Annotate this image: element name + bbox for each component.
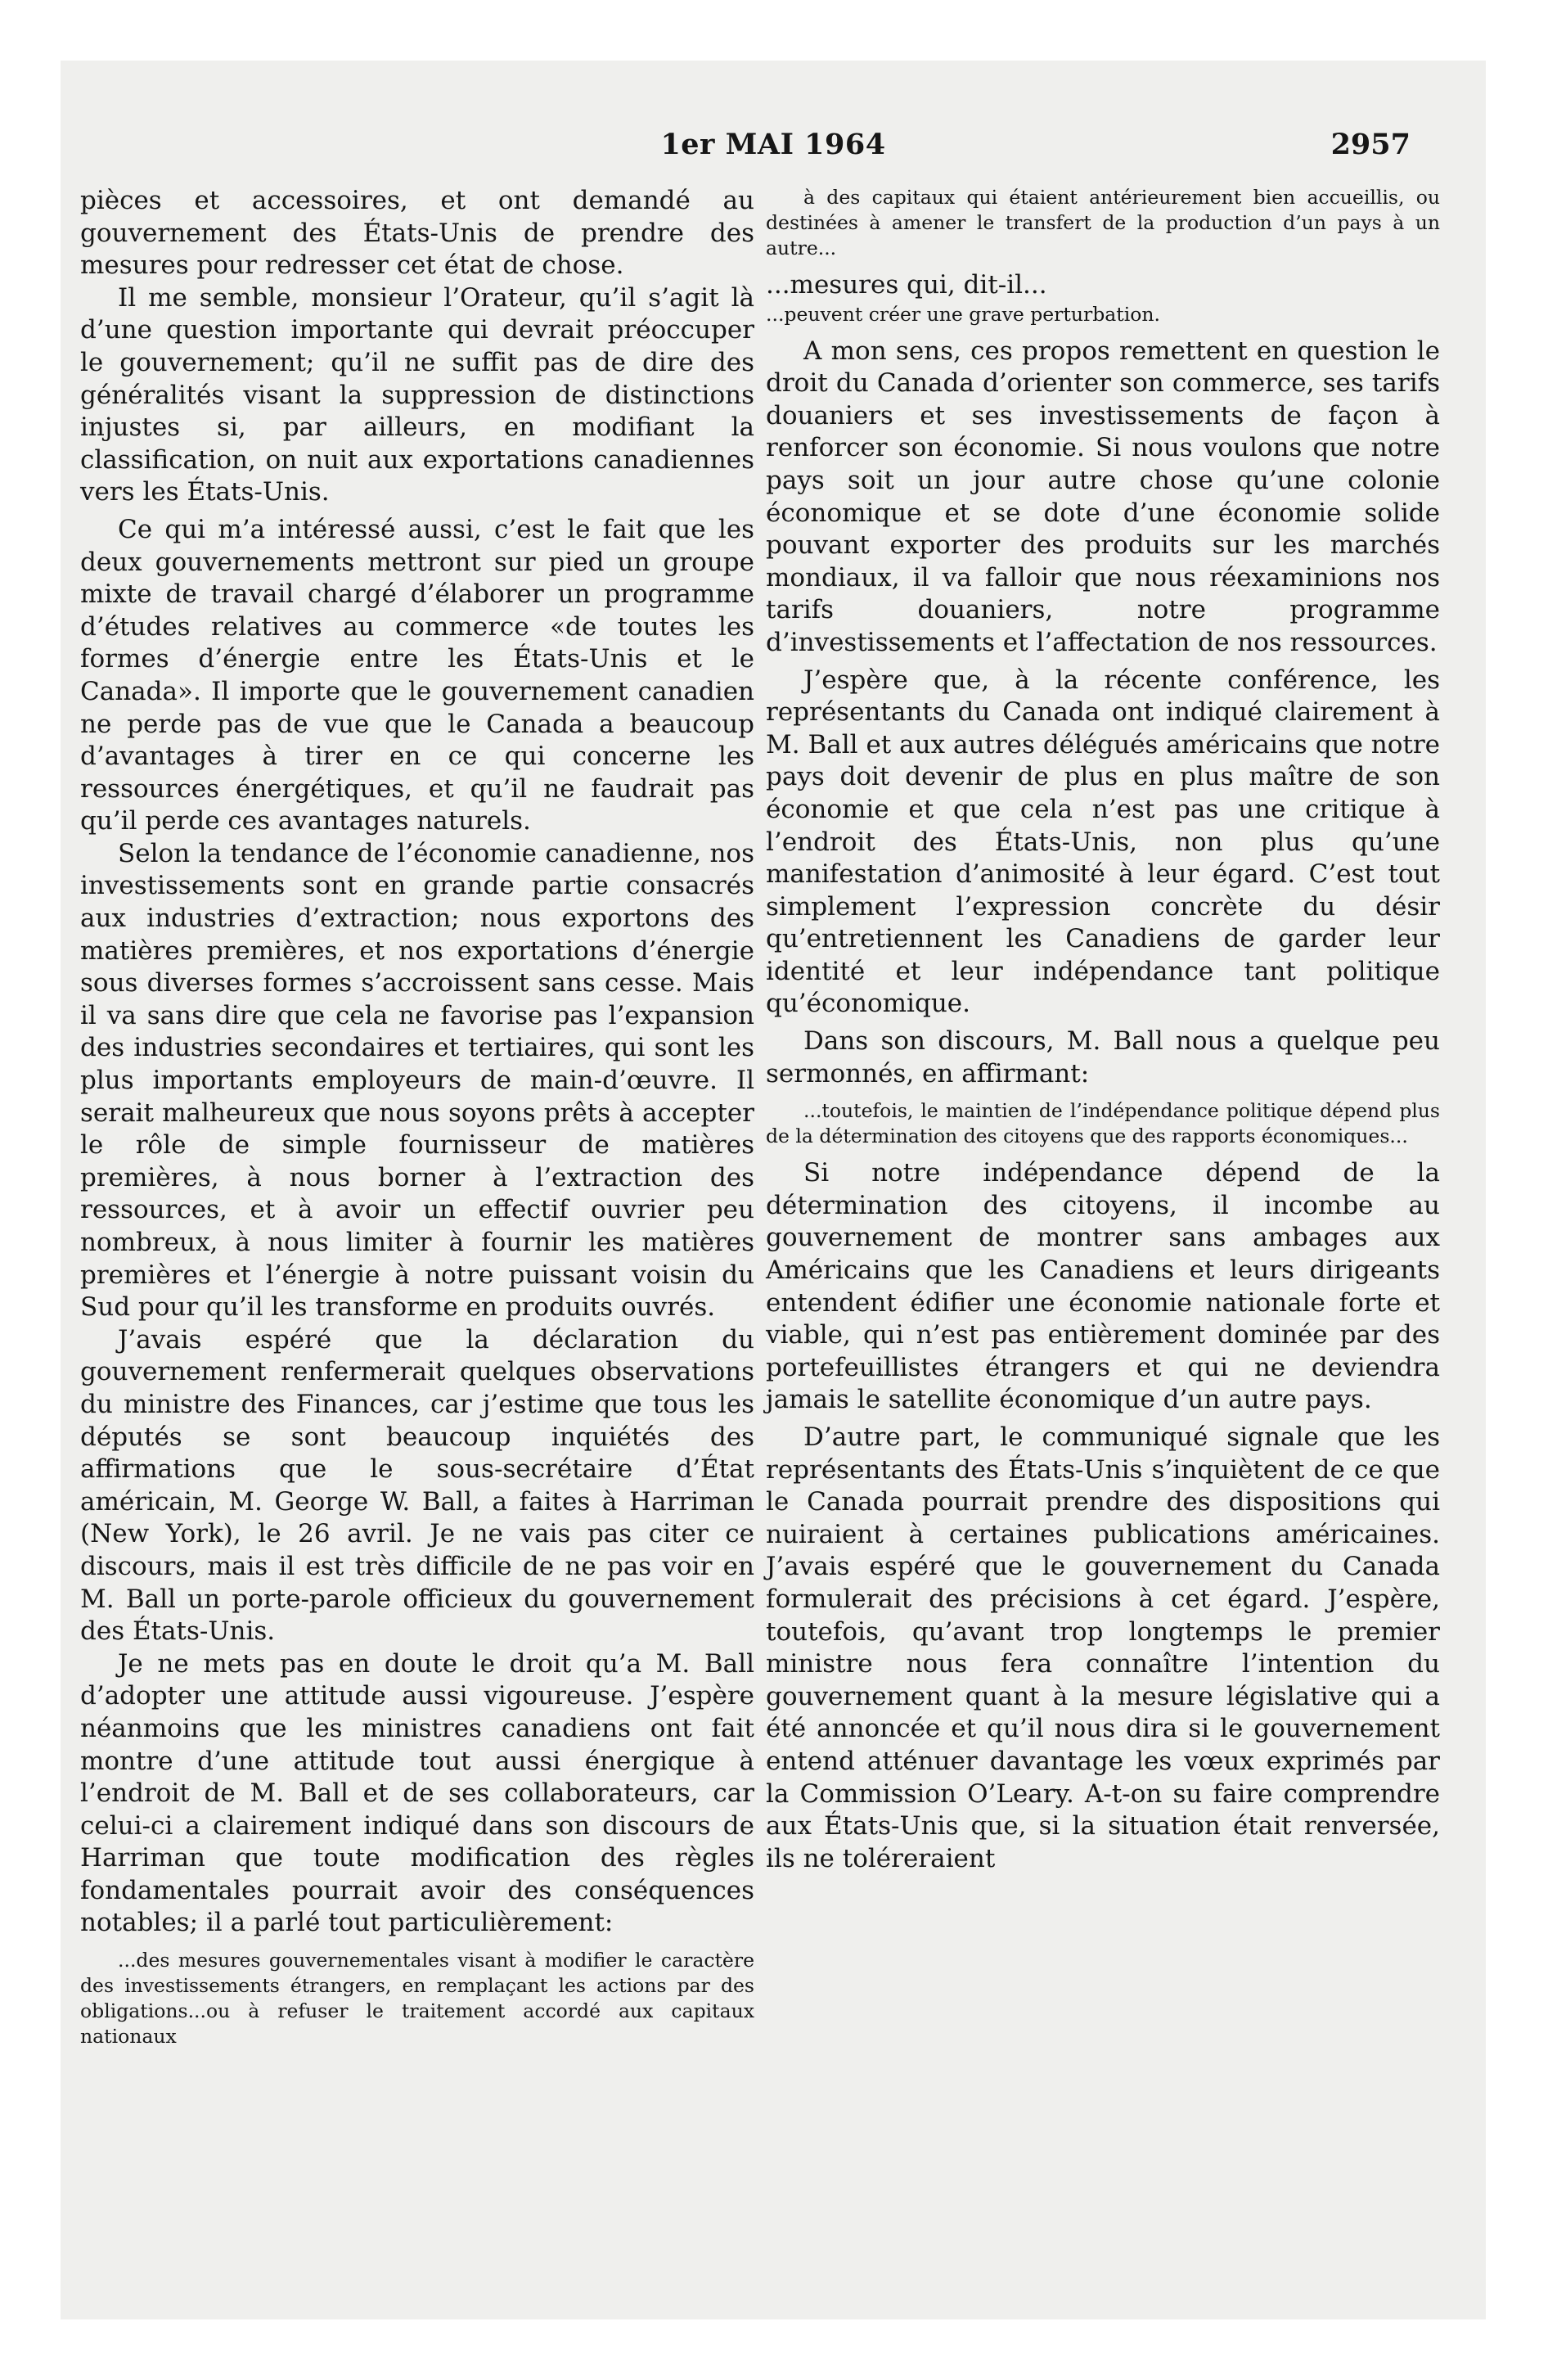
page-date: 1er MAI 1964	[660, 128, 886, 161]
paragraph: J’espère que, à la récente conférence, les représentants du Canada ont indiqué clairement à M. Ball et aux autres délégués américains que notre pays doit devenir de plus en plus maître de son économie et que cela n’est pas une critique à l’endroit des États-Unis, non plus qu’une manifestation d’animosité à leur égard. C’est tout simplement l’expression concrète du désir qu’entretiennent les Canadiens de garder leur identité et leur indépendance tant politique qu’économique.	[766, 665, 1440, 1019]
paragraph: Si notre indépendance dépend de la détermination des citoyens, il incombe au gouvernement de montrer sans ambages aux Américains que les Canadiens et leurs dirigeants entendent édifier une économie nationale forte et viable, qui n’est pas entièrement dominée par des portefeuillistes étrangers et qui ne deviendra jamais le satellite économique d’un autre pays.	[766, 1158, 1440, 1415]
paragraph: Je ne mets pas en doute le droit qu’a M. Ball d’adopter une attitude aussi vigoureuse. J’espère néanmoins que les ministres canadiens ont fait montre d’une attitude tout aussi énergique à l’endroit de M. Ball et de ses collaborateurs, car celui-ci a clairement indiqué dans son discours de Harriman que toute modification des règles fondamentales pourrait avoir des conséquences notables; il a parlé tout particulièrement:	[80, 1648, 754, 1938]
block-quote: ...des mesures gouvernementales visant à modifier le caractère des investissements étrangers, en remplaçant les actions par des obligations...ou à refuser le traitement accordé aux capitaux nationaux	[80, 1949, 754, 2049]
paragraph: Selon la tendance de l’économie canadienne, nos investissements sont en grande partie consacrés aux industries d’extraction; nous exportons des matières premières, et nos exportations d’énergie sous diverses formes s’accroissent sans cesse. Mais il va sans dire que cela ne favorise pas l’expansion des industries secondaires et tertiaires, qui sont les plus importants employeurs de main-d’œuvre. Il serait malheureux que nous soyons prêts à accepter le rôle de simple fournisseur de matières premières, à nous borner à l’extraction des ressources, et à avoir un effectif ouvrier peu nombreux, à nous limiter à fournir les matières premières et l’énergie à notre puissant voisin du Sud pour qu’il les transforme en produits ouvrés.	[80, 838, 754, 1323]
block-quote: ...toutefois, le maintien de l’indépendance politique dépend plus de la détermination des citoyens que des rapports économiques...	[766, 1099, 1440, 1148]
paragraph: Ce qui m’a intéressé aussi, c’est le fait que les deux gouvernements mettront sur pied un groupe mixte de travail chargé d’élaborer un programme d’études relatives au commerce «de toutes les formes d’énergie entre les États-Unis et le Canada». Il importe que le gouvernement canadien ne perde pas de vue que le Canada a beaucoup d’avantages à tirer en ce qui concerne les ressources énergétiques, et qu’il ne faudrait pas qu’il perde ces avantages naturels.	[80, 514, 754, 836]
page-number: 2957	[1330, 128, 1411, 161]
page	[61, 61, 1486, 2319]
interjection: ...mesures qui, dit-il...	[766, 270, 1047, 300]
left-column	[80, 185, 754, 2058]
page-header	[61, 128, 1486, 177]
block-quote: à des capitaux qui étaient antérieurement bien accueillis, ou destinées à amener le transfert de la production d’un pays à un autre...	[766, 186, 1440, 259]
paragraph: Il me semble, monsieur l’Orateur, qu’il s’agit là d’une question importante qui devrait préoccuper le gouvernement; qu’il ne suffit pas de dire des généralités visant la suppression de distinctions injustes si, par ailleurs, en modifiant la classification, on nuit aux exportations canadiennes vers les États-Unis.	[80, 282, 754, 507]
paragraph: Dans son discours, M. Ball nous a quelque peu sermonnés, en affirmant:	[766, 1026, 1440, 1089]
paragraph: A mon sens, ces propos remettent en question le droit du Canada d’orienter son commerce, ses tarifs douaniers et ses investissements de façon à renforcer son économie. Si nous voulons que notre pays soit un jour autre chose qu’une colonie économique et se dote d’une économie solide pouvant exporter des produits sur les marchés mondiaux, il va falloir que nous réexaminions nos tarifs douaniers, notre programme d’investissements et l’affectation de nos ressources.	[766, 336, 1440, 657]
right-column	[766, 185, 1440, 1875]
paragraph: pièces et accessoires, et ont demandé au gouvernement des États-Unis de prendre des mesures pour redresser cet état de chose.	[80, 186, 754, 281]
paragraph: D’autre part, le communiqué signale que les représentants des États-Unis s’inquiètent de ce que le Canada pourrait prendre des dispositions qui nuiraient à certaines publications américaines. J’avais espéré que le gouvernement du Canada formulerait des précisions à cet égard. J’espère, toutefois, qu’avant trop longtemps le premier ministre nous fera connaître l’intention du gouvernement quant à la mesure législative qui a été annoncée et qu’il nous dira si le gouvernement entend atténuer davantage les vœux exprimés par la Commission O’Leary. A-t-on su faire comprendre aux États-Unis que, si la situation était renversée, ils ne toléreraient	[766, 1422, 1440, 1873]
block-quote: ...peuvent créer une grave perturbation.	[766, 302, 1160, 326]
paragraph: J’avais espéré que la déclaration du gouvernement renfermerait quelques observations du ministre des Finances, car j’estime que tous les députés se sont beaucoup inquiétés des affirmations que le sous-secrétaire d’État américain, M. George W. Ball, a faites à Harriman (New York), le 26 avril. Je ne vais pas citer ce discours, mais il est très difficile de ne pas voir en M. Ball un porte-parole officieux du gouvernement des États-Unis.	[80, 1324, 754, 1647]
